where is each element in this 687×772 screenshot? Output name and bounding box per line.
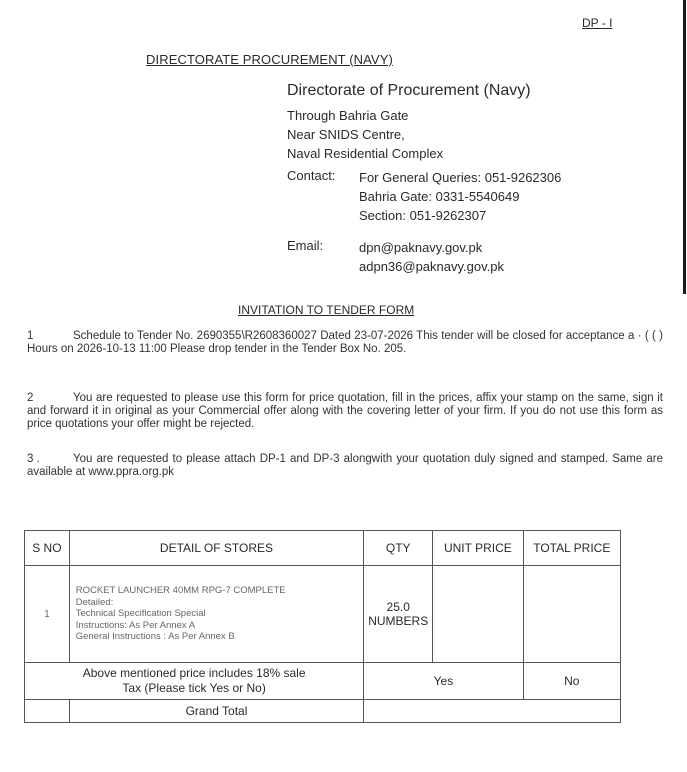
unit-price-cell[interactable] [433, 566, 523, 663]
tax-no-option[interactable]: No [523, 663, 620, 700]
email-label: Email: [287, 238, 324, 253]
contact-line: Section: 051-9262307 [359, 208, 487, 223]
qty-unit: NUMBERS [368, 614, 429, 628]
contact-line: For General Queries: 051-9262306 [359, 170, 562, 185]
org-heading: DIRECTORATE PROCUREMENT (NAVY) [146, 52, 393, 67]
paragraph-number: 2 [27, 392, 34, 404]
total-price-cell[interactable] [523, 566, 620, 663]
item-qty [364, 566, 433, 663]
stores-table [24, 530, 621, 723]
address-block [287, 82, 531, 163]
item-detail-line: Detailed: [75, 596, 114, 608]
item-detail-line: Instructions: As Per Annex A [75, 619, 196, 631]
grand-total-row [25, 700, 621, 723]
scan-edge-divider [683, 0, 686, 294]
qty-value: 25.0 [386, 600, 410, 614]
header-unit-price: UNIT PRICE [433, 531, 523, 566]
tax-yes-option[interactable]: Yes [364, 663, 523, 700]
grand-total-value[interactable] [364, 700, 621, 723]
paragraph-text: You are requested to please attach DP-1 and DP-3 alongwith your quotation duly signed and stamped. Same are available at www.ppra.org.pk [27, 453, 663, 478]
item-name: ROCKET LAUNCHER 40MM RPG-7 COMPLETE [75, 585, 286, 597]
header-sno: S NO [25, 531, 70, 566]
form-title: INVITATION TO TENDER FORM [238, 303, 415, 317]
document-code: DP - I [582, 16, 613, 30]
paragraph-number: 1 [27, 330, 34, 342]
paragraph-text: Schedule to Tender No. 2690355\R2608360027 Dated 23-07-2026 This tender will be closed for acceptance a · ( ( ) Hours on 2026-10-13 11:00 Please drop tender in the Tender Box No. 205. [27, 330, 663, 355]
header-qty: QTY [364, 531, 433, 566]
item-detail-line: Technical Specification Special [75, 608, 206, 620]
address-line: Through Bahria Gate [287, 108, 409, 123]
header-detail: DETAIL OF STORES [69, 531, 364, 566]
paragraph-number: 3 . [27, 453, 40, 465]
paragraph-3 [27, 453, 663, 479]
grand-total-blank [25, 700, 70, 723]
grand-total-label: Grand Total [69, 700, 364, 723]
contact-label: Contact: [287, 168, 336, 183]
item-detail-line: General Instructions : As Per Annex B [75, 631, 235, 643]
address-line: Naval Residential Complex [287, 146, 444, 161]
header-total-price: TOTAL PRICE [523, 531, 620, 566]
paragraph-2 [27, 392, 663, 431]
table-row [25, 566, 621, 663]
paragraph-1 [27, 330, 663, 356]
item-detail [69, 566, 364, 663]
contact-line: Bahria Gate: 0331-5540649 [359, 189, 520, 204]
address-line: Near SNIDS Centre, [287, 127, 405, 142]
tax-line: Tax (Please tick Yes or No) [122, 681, 266, 695]
table-header-row [25, 531, 621, 566]
email-link[interactable]: adpn36@paknavy.gov.pk [359, 259, 504, 274]
tax-line: Above mentioned price includes 18% sale [82, 666, 306, 680]
email-link[interactable]: dpn@paknavy.gov.pk [359, 240, 483, 255]
item-sno: 1 [25, 566, 70, 663]
tax-statement [25, 663, 364, 700]
paragraph-text: You are requested to please use this form for price quotation, fill in the prices, affix your stamp on the same, sign it and forward it in original as your Commercial offer along with the covering letter of your firm. If you do not use this form as price quotations your offer might be rejected. [27, 392, 663, 430]
tax-row [25, 663, 621, 700]
address-title: Directorate of Procurement (Navy) [287, 82, 531, 99]
